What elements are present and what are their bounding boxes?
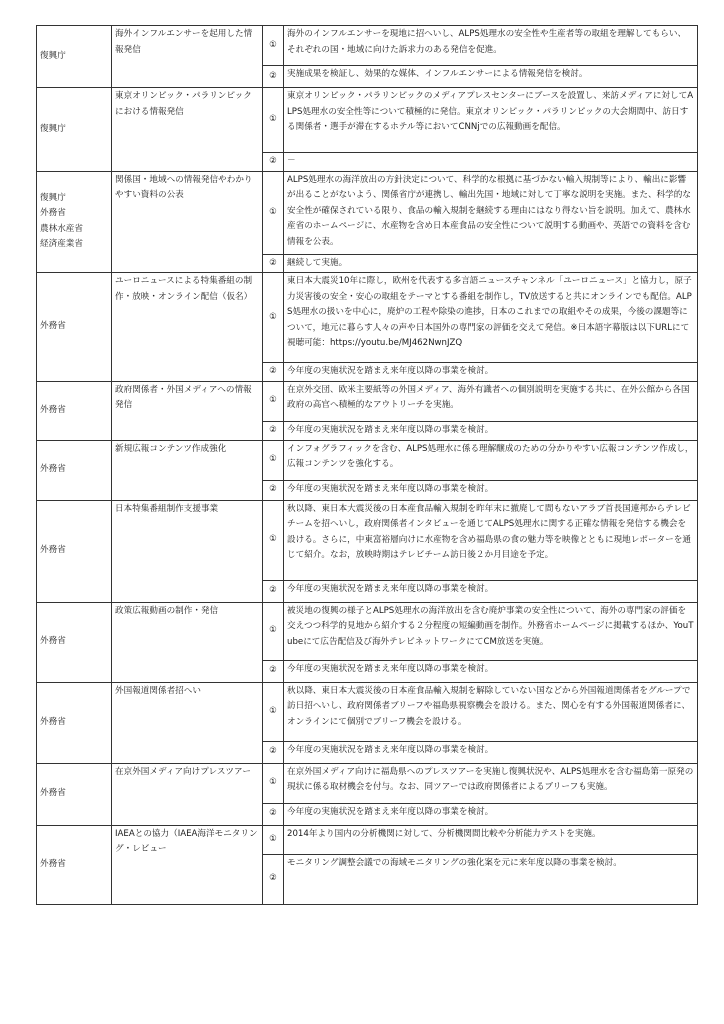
table-row xyxy=(37,440,698,480)
measure-title: 東京オリンピック・パラリンピックにおける情報発信 xyxy=(112,88,263,172)
item-number: ① xyxy=(263,825,284,854)
item-description: 東日本大震災10年に際し，欧州を代表する多言語ニュースチャンネル「ユーロニュース」と協力し，原子力災害後の安全・安心の取組をテーマとする番組を制作し，TV放送すると共にオンラインでも配信。ALPS処理水の扱いを中心に，廃炉の工程や除染の進捗，日本のこれまでの取組やその成果，今後の課題等について，地元に暮らす人々の声や日本国外の専門家の評価を交えて発信。※日本語字幕版は以下URLにて視聴可能：https://youtu.be/MJ462NwnJZQ xyxy=(284,273,698,363)
table-row xyxy=(37,602,698,660)
item-description: 被災地の復興の様子とALPS処理水の海洋放出を含む廃炉事業の安全性について、海外の専門家の評価を交えつつ科学的見地から紹介する２分程度の短編動画を制作。外務省ホームページに掲載するほか、YouTubeにて広告配信及び海外テレビネットワークにてCM放送を実施。 xyxy=(284,602,698,660)
org-name: 外務省 xyxy=(40,321,66,331)
org-cell xyxy=(37,602,112,682)
item-description: 秋以降、東日本大震災後の日本産食品輸入規制を解除していない国などから外国報道関係者をグループで訪日招へいし、政府関係者ブリーフや福島県視察機会を設ける。また、関心を有する外国報道関係者に、オンラインにて個別でブリーフ機会を設ける。 xyxy=(284,682,698,741)
item-number: ① xyxy=(263,171,284,254)
org-cell xyxy=(37,500,112,602)
item-number: ② xyxy=(263,580,284,602)
item-description: 継続して実施。 xyxy=(284,254,698,273)
item-description: 海外のインフルエンサーを現地に招へいし、ALPS処理水の安全性や生産者等の取組を理解してもらい、それぞれの国・地域に向けた訴求力のある発信を促進。 xyxy=(284,26,698,66)
item-number: ① xyxy=(263,763,284,803)
table-row xyxy=(37,763,698,803)
item-description: 在京外国メディア向けに福島県へのプレスツアーを実施し復興状況や、ALPS処理水を含む福島第一原発の現状に係る取材機会を付与。なお、同ツアーでは政府関係者によるブリーフも実施。 xyxy=(284,763,698,803)
item-description: 実施成果を検証し、効果的な媒体、インフルエンサーによる情報発信を検討。 xyxy=(284,66,698,88)
measure-title: 日本特集番組制作支援事業 xyxy=(112,500,263,602)
measure-title: 政府関係者・外国メディアへの情報発信 xyxy=(112,381,263,440)
item-description: 今年度の実施状況を踏まえ来年度以降の事業を検討。 xyxy=(284,421,698,440)
measure-title: 海外インフルエンサーを起用した情報発信 xyxy=(112,26,263,88)
item-description: ALPS処理水の海洋放出の方針決定について、科学的な根拠に基づかない輸入規制等により、輸出に影響が出ることがないよう、関係省庁が連携し、輸出先国・地域に対して丁寧な説明を実施。また、科学的な安全性が確保されている限り、食品の輸入規制を継続する理由にはなり得ない旨を説明。加えて、農林水産省のホームページに、水産物を含め日本産食品の安全性について説明する動画や、英語での資料を含む情報を公表。 xyxy=(284,171,698,254)
org-cell xyxy=(37,171,112,273)
item-number: ② xyxy=(263,480,284,500)
item-number: ② xyxy=(263,421,284,440)
org-name: 外務省 xyxy=(40,636,66,647)
item-number: ① xyxy=(263,381,284,421)
measure-title: 政策広報動画の制作・発信 xyxy=(112,602,263,682)
item-number: ① xyxy=(263,602,284,660)
item-number: ① xyxy=(263,440,284,480)
table-row xyxy=(37,88,698,153)
item-number: ② xyxy=(263,66,284,88)
item-number: ② xyxy=(263,153,284,172)
table-row xyxy=(37,273,698,363)
item-description: モニタリング調整会議での海域モニタリングの強化案を元に来年度以降の事業を検討。 xyxy=(284,854,698,904)
table-row xyxy=(37,500,698,580)
item-description: 今年度の実施状況を踏まえ来年度以降の事業を検討。 xyxy=(284,660,698,682)
item-number: ① xyxy=(263,500,284,580)
item-description: 東京オリンピック・パラリンピックのメディアプレスセンターにブースを設置し、来訪メディアに対してALPS処理水の安全性等について積極的に発信。東京オリンピック・パラリンピックの大会期間中、訪日する関係者・選手が滞在するホテル等においてCNNjでの広報動画を配信。 xyxy=(284,88,698,153)
table-body xyxy=(37,26,698,905)
item-description: 今年度の実施状況を踏まえ来年度以降の事業を検討。 xyxy=(284,803,698,825)
org-name: 復興庁 xyxy=(40,123,66,134)
org-name: 経済産業省 xyxy=(40,239,83,250)
item-number: ② xyxy=(263,741,284,763)
measure-title: 関係国・地域への情報発信やわかりやすい資料の公表 xyxy=(112,171,263,273)
item-description: 今年度の実施状況を踏まえ来年度以降の事業を検討。 xyxy=(284,480,698,500)
measure-title: 在京外国メディア向けプレスツアー xyxy=(112,763,263,825)
org-cell xyxy=(37,88,112,172)
table-row xyxy=(37,381,698,421)
measure-title: ユーロニュースによる特集番組の制作・放映・オンライン配信（仮名） xyxy=(112,273,263,382)
item-description: インフォグラフィックを含む、ALPS処理水に係る理解醸成のための分かりやすい広報コンテンツ作成し，広報コンテンツを強化する。 xyxy=(284,440,698,480)
table-row xyxy=(37,171,698,254)
org-cell xyxy=(37,825,112,904)
org-name: 外務省 xyxy=(40,404,66,415)
measure-title: 新規広報コンテンツ作成強化 xyxy=(112,440,263,500)
org-name: 農林水産省 xyxy=(40,223,83,234)
item-number: ② xyxy=(263,854,284,904)
table-row xyxy=(37,825,698,854)
item-number: ② xyxy=(263,254,284,273)
item-description: 今年度の実施状況を踏まえ来年度以降の事業を検討。 xyxy=(284,741,698,763)
measure-title: IAEAとの協力（IAEA海洋モニタリング・レビュー xyxy=(112,825,263,904)
item-number: ② xyxy=(263,803,284,825)
item-description: 在京外交団、欧米主要紙等の外国メディア、海外有識者への個別説明を実施する共に、在外公館から各国政府の高官へ積極的なアウトリーチを実施。 xyxy=(284,381,698,421)
measures-table xyxy=(36,25,698,905)
org-name: 外務省 xyxy=(40,858,66,869)
item-number: ① xyxy=(263,682,284,741)
measure-title: 外国報道関係者招へい xyxy=(112,682,263,763)
item-description: 2014年より国内の分析機関に対して、分析機関間比較や分析能力テストを実施。 xyxy=(284,825,698,854)
org-name: 復興庁 xyxy=(40,50,66,61)
org-cell xyxy=(37,26,112,88)
org-name: 外務省 xyxy=(40,788,66,799)
org-name: 外務省 xyxy=(40,716,66,727)
table-row xyxy=(37,682,698,741)
item-number: ① xyxy=(263,88,284,153)
table-row xyxy=(37,26,698,66)
item-description: 秋以降、東日本大震災後の日本産食品輸入規制を昨年末に撤廃して間もないアラブ首長国連邦からテレビチームを招へいし，政府関係者インタビューを通じてALPS処理水に関する正確な情報を発信する機会を設ける。さらに，中東富裕層向けに水産物を含め福島県の食の魅力等を映像とともに現地レポーターを通じて紹介。なお，放映時期はテレビチーム訪日後２か月目途を予定。 xyxy=(284,500,698,580)
item-description: 今年度の実施状況を踏まえ来年度以降の事業を検討。 xyxy=(284,580,698,602)
item-number: ② xyxy=(263,363,284,382)
item-number: ① xyxy=(263,273,284,363)
org-cell xyxy=(37,763,112,825)
org-name: 外務省 xyxy=(40,545,66,556)
org-name: 外務省 xyxy=(40,208,66,219)
org-cell xyxy=(37,440,112,500)
org-name: 外務省 xyxy=(40,464,66,475)
org-name: 復興庁 xyxy=(40,192,66,203)
org-cell xyxy=(37,381,112,440)
item-description: 今年度の実施状況を踏まえ来年度以降の事業を検討。 xyxy=(284,363,698,382)
item-number: ① xyxy=(263,26,284,66)
org-cell xyxy=(37,682,112,763)
item-description: － xyxy=(284,153,698,172)
org-cell xyxy=(37,273,112,382)
item-number: ② xyxy=(263,660,284,682)
